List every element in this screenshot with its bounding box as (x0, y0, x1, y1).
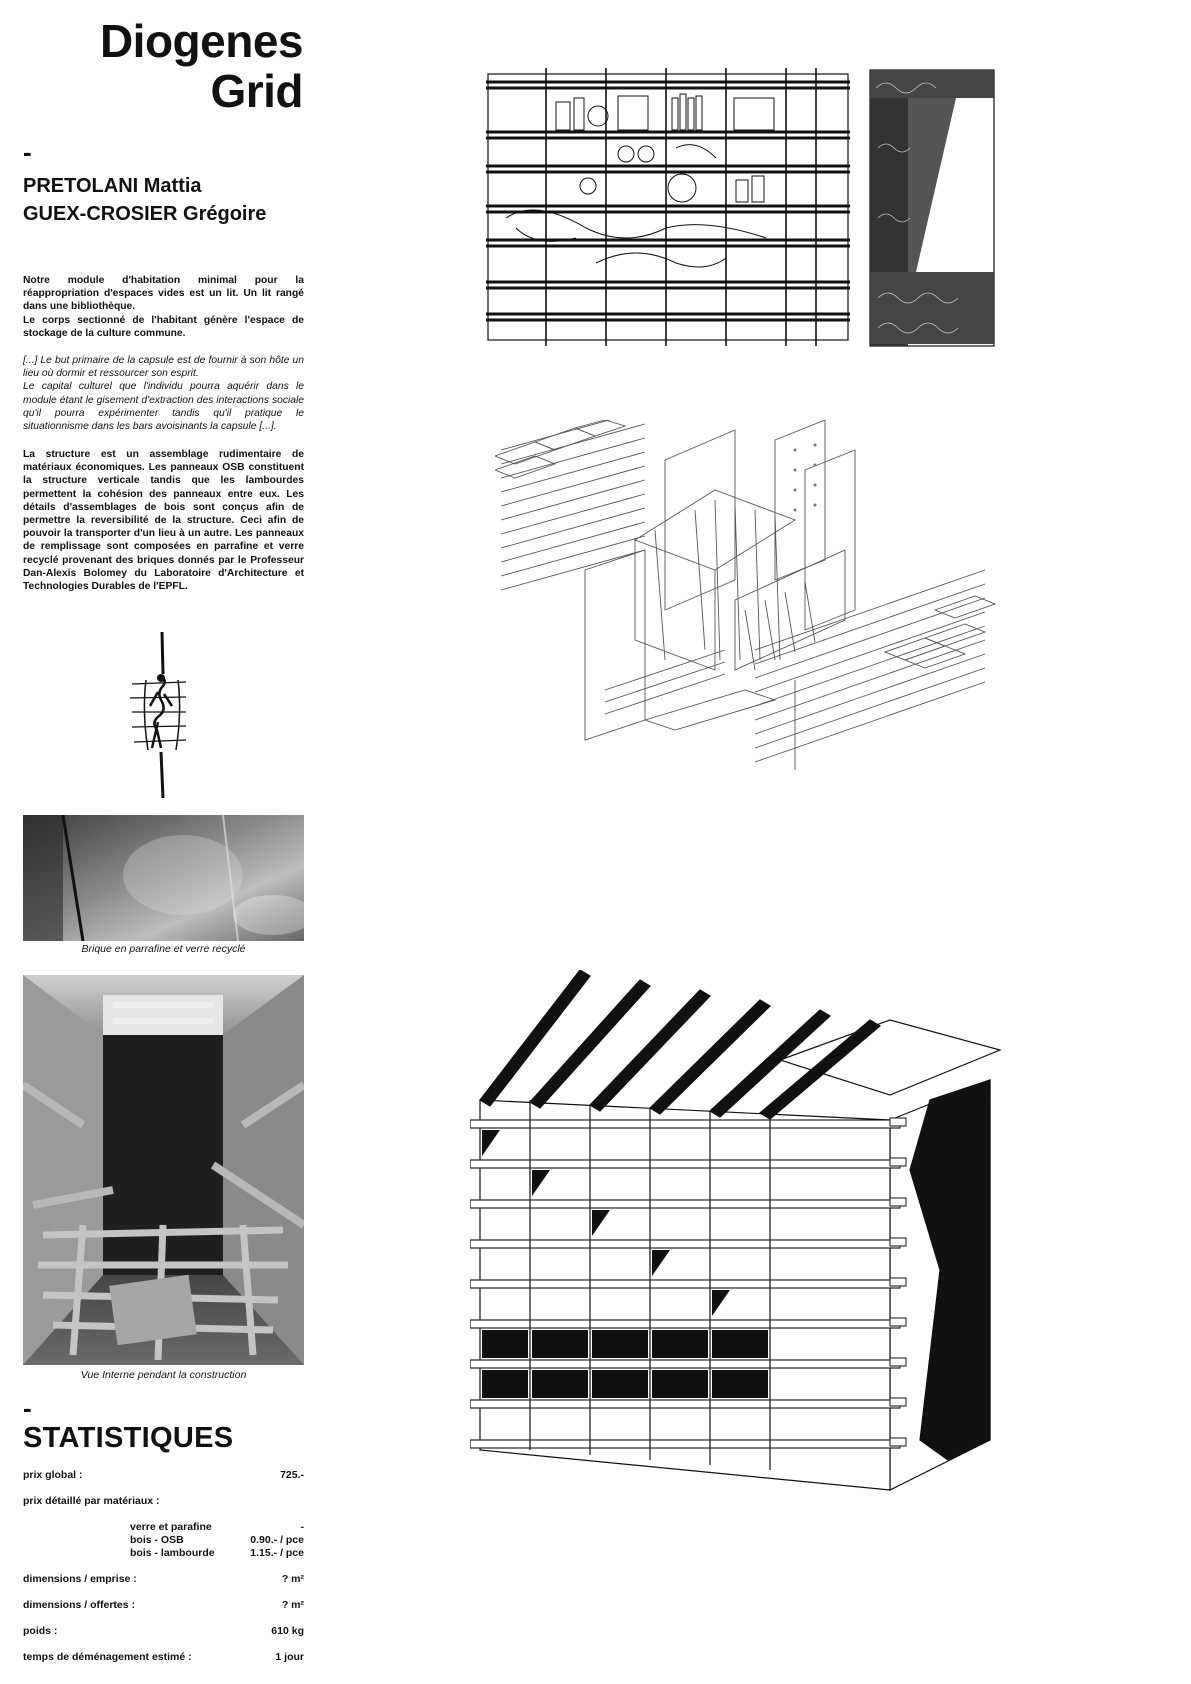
material-price: 1.15.- / pce (250, 1547, 304, 1559)
structure-paragraph: La structure est un assemblage rudimentaire de matériaux économiques. Les panneaux OSB constituent la structure verticale tandis que les lambourdes permettent la cohésion des panneaux entre eux. Les détails d'assemblages de bois sont conçus afin de permettre la reversibilité de la structure. Ceci afin de pouvoir la transporter d'un lieu à un autre. Les panneaux de remplissage sont composées en parrafine et verre recyclé provenant des briques donnés par le Professeur Dan-Alexis Bolomey du Laboratoire d'Architecture et Technologies Durables de l'EPFL. (23, 449, 304, 593)
stat-label: prix détaillé par matériaux : (23, 1495, 160, 1507)
brick-caption: Brique en parrafine et verre recyclé (81, 943, 246, 955)
stat-label: dimensions / offertes : (23, 1599, 136, 1611)
separator-1: - (23, 137, 32, 167)
stat-label: dimensions / emprise : (23, 1573, 137, 1585)
exploded-axonometric-drawing (495, 420, 1015, 810)
page-title (100, 16, 303, 116)
stat-label: temps de déménagement estimé : (23, 1651, 192, 1663)
brick-photo (23, 815, 304, 941)
title-line-2: Grid (210, 65, 303, 117)
stats-heading: STATISTIQUES (23, 1422, 234, 1454)
material-price: 0.90.- / pce (250, 1534, 304, 1546)
material-price: - (300, 1521, 304, 1533)
title-line-1: Diogenes (99, 15, 303, 67)
material-name: verre et parafine (130, 1521, 212, 1533)
material-name: bois - lambourde (130, 1547, 215, 1559)
interior-photo (23, 975, 304, 1365)
quote-paragraph: [...] Le but primaire de la capsule est de fournir à son hôte un lieu où dormir et ressourcer son esprit. Le capital culturel que l'individu pourra aquérir dans le module étant le gisement d'extraction des interactions sociale qu'il pourra expérimenter tandis qu'il pratique le situationnisme dans les bars avoisinants la capsule [...]. (23, 355, 304, 433)
author-2: GUEX-CROSIER Grégoire (23, 203, 267, 225)
intro-paragraph: Notre module d'habitation minimal pour la réappropriation d'espaces vides est un lit. Un lit rangé dans une bibliothèque. Le corps sectionné de l'habitant génère l'espace de stockage de la culture commune. (23, 275, 304, 339)
material-name: bois - OSB (130, 1534, 184, 1546)
body-sketch-icon (128, 632, 188, 798)
stat-label: prix global : (23, 1469, 83, 1481)
axonometric-module-drawing (470, 970, 1010, 1520)
stat-value: 725.- (280, 1469, 304, 1481)
author-1: PRETOLANI Mattia (23, 175, 202, 197)
elevation-drawing (486, 68, 1006, 348)
interior-caption: Vue Interne pendant la construction (80, 1369, 247, 1381)
stat-value: ? m² (281, 1573, 304, 1585)
stat-value: 610 kg (271, 1625, 304, 1637)
separator-2: - (23, 1393, 32, 1423)
stat-value: ? m² (281, 1599, 304, 1611)
stat-label: poids : (23, 1625, 58, 1637)
authors (23, 172, 266, 228)
stat-value: 1 jour (275, 1651, 304, 1663)
